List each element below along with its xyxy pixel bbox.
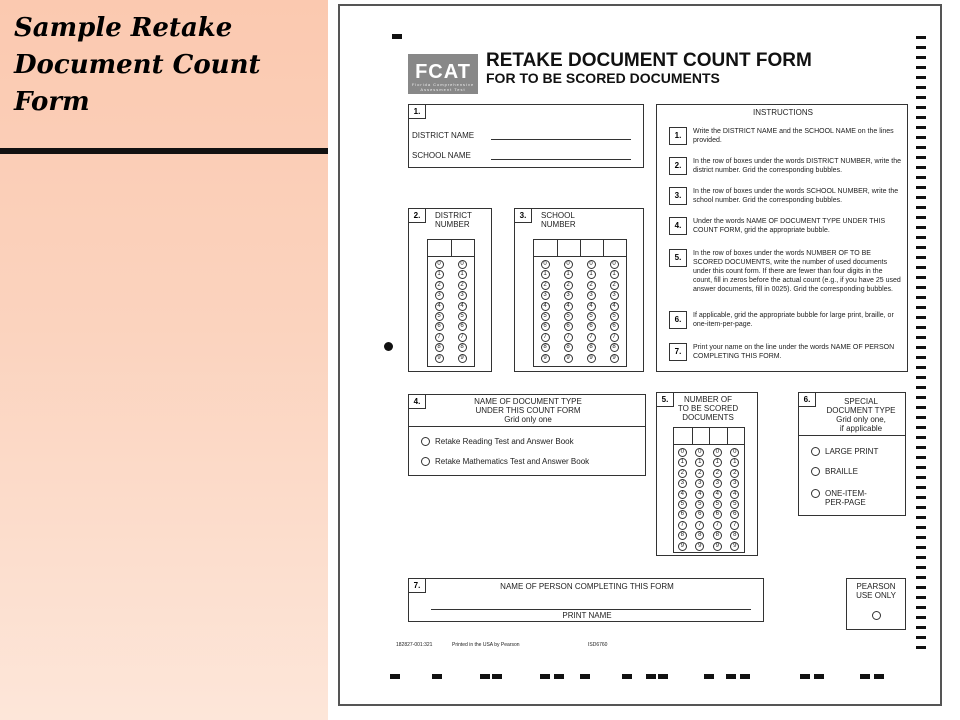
digit-bubble[interactable]: 0 — [678, 448, 687, 457]
doc-type-heading: UNDER THIS COUNT FORM — [475, 406, 581, 415]
timing-mark — [704, 674, 714, 679]
timing-mark — [916, 266, 926, 269]
timing-mark — [916, 606, 926, 609]
grid-only-one: Grid only one — [504, 415, 552, 424]
timing-mark — [916, 226, 926, 229]
section-number: 1. — [408, 104, 426, 119]
timing-mark — [916, 486, 926, 489]
timing-mark — [916, 356, 926, 359]
timing-mark — [916, 526, 926, 529]
digit-bubble[interactable]: 7 — [678, 521, 687, 530]
doc-type-heading: NAME OF DOCUMENT TYPE — [474, 397, 582, 406]
digit-bubble[interactable]: 2 — [564, 281, 573, 290]
digit-bubble[interactable]: 2 — [435, 281, 444, 290]
timing-mark — [916, 206, 926, 209]
digit-bubble[interactable]: 8 — [541, 343, 550, 352]
timing-mark — [916, 376, 926, 379]
section-4-document-type — [408, 394, 646, 476]
timing-mark — [916, 176, 926, 179]
special-heading: DOCUMENT TYPE — [826, 406, 896, 415]
timing-mark — [916, 306, 926, 309]
section-5-document-count — [656, 392, 758, 556]
section-number: 5. — [656, 392, 674, 407]
digit-bubble[interactable]: 1 — [695, 458, 704, 467]
digit-bubble[interactable]: 6 — [541, 322, 550, 331]
district-number-grid — [427, 239, 475, 367]
number-label: NUMBER — [435, 220, 470, 229]
digit-bubble[interactable]: 7 — [435, 333, 444, 342]
section-number: 4. — [408, 394, 426, 409]
timing-mark — [646, 674, 656, 679]
timing-mark — [916, 336, 926, 339]
pearson-use-only — [846, 578, 906, 630]
instruction-number: 2. — [669, 157, 687, 175]
timing-mark — [916, 646, 926, 649]
digit-bubble[interactable]: 4 — [678, 490, 687, 499]
digit-bubble[interactable]: 9 — [730, 542, 739, 551]
timing-mark — [726, 674, 736, 679]
digit-bubble[interactable]: 5 — [610, 312, 619, 321]
grid-divider — [674, 444, 744, 445]
one-item-label: ONE-ITEM- — [825, 489, 867, 498]
instruction-text: Write the DISTRICT NAME and the SCHOOL NAME on the lines provided. — [693, 128, 894, 144]
digit-bubble[interactable]: 0 — [435, 260, 444, 269]
digit-bubble[interactable]: 3 — [678, 479, 687, 488]
timing-mark — [916, 166, 926, 169]
digit-bubble[interactable]: 7 — [610, 333, 619, 342]
digit-bubble[interactable]: 8 — [730, 531, 739, 540]
section-6-special-type — [798, 392, 906, 516]
digit-bubble[interactable]: 9 — [713, 542, 722, 551]
digit-bubble[interactable]: 6 — [564, 322, 573, 331]
instructions-heading: INSTRUCTIONS — [753, 108, 813, 117]
logo-subtext: Florida Comprehensive Assessment Test — [411, 82, 475, 92]
timing-mark — [916, 106, 926, 109]
digit-bubble[interactable]: 1 — [435, 270, 444, 279]
grid-divider — [692, 428, 693, 444]
printed-by: Printed in the USA by Pearson — [452, 642, 520, 648]
count-heading: DOCUMENTS — [682, 413, 734, 422]
slide-title — [14, 10, 314, 121]
print-name-label: PRINT NAME — [562, 611, 612, 620]
document-count-grid — [673, 427, 745, 553]
digit-bubble[interactable]: 2 — [678, 469, 687, 478]
timing-mark — [916, 286, 926, 289]
timing-mark — [916, 506, 926, 509]
slide-title-line: Sample Retake — [14, 13, 233, 43]
digit-bubble[interactable]: 5 — [435, 312, 444, 321]
instruction-number: 7. — [669, 343, 687, 361]
school-number-grid — [533, 239, 627, 367]
digit-bubble[interactable]: 3 — [541, 291, 550, 300]
digit-bubble[interactable]: 9 — [435, 354, 444, 363]
instruction-text: If applicable, grid the appropriate bubble for large print, braille, or one-item-per-page. — [693, 312, 894, 328]
special-heading: SPECIAL — [844, 397, 878, 406]
slide-title-line: Form — [14, 87, 90, 117]
timing-mark — [916, 476, 926, 479]
instruction-number: 4. — [669, 217, 687, 235]
digit-bubble[interactable]: 5 — [458, 312, 467, 321]
digit-bubble[interactable]: 3 — [730, 479, 739, 488]
grid-divider — [451, 240, 452, 256]
digit-bubble[interactable]: 0 — [610, 260, 619, 269]
timing-mark — [916, 116, 926, 119]
count-heading: NUMBER OF — [684, 395, 732, 404]
district-name-label: DISTRICT NAME — [412, 131, 475, 140]
digit-bubble[interactable]: 5 — [541, 312, 550, 321]
timing-mark — [916, 186, 926, 189]
iso-code: ISD6760 — [588, 642, 608, 648]
timing-mark — [432, 674, 442, 679]
timing-mark — [916, 326, 926, 329]
digit-bubble[interactable]: 4 — [610, 302, 619, 311]
digit-bubble[interactable]: 6 — [587, 322, 596, 331]
digit-bubble[interactable]: 0 — [587, 260, 596, 269]
timing-mark — [916, 386, 926, 389]
digit-bubble[interactable]: 3 — [435, 291, 444, 300]
timing-mark — [916, 536, 926, 539]
timing-mark — [916, 156, 926, 159]
instruction-number: 6. — [669, 311, 687, 329]
digit-bubble[interactable]: 7 — [458, 333, 467, 342]
digit-bubble[interactable]: 2 — [695, 469, 704, 478]
digit-bubble[interactable]: 4 — [458, 302, 467, 311]
form-document — [338, 4, 942, 706]
form-code: 182827-001:321 — [396, 642, 433, 648]
school-name-line[interactable] — [491, 159, 631, 160]
timing-mark — [874, 674, 884, 679]
timing-mark — [814, 674, 824, 679]
pearson-label: PEARSON — [856, 582, 896, 591]
fcat-logo — [408, 54, 478, 94]
special-heading: if applicable — [839, 424, 883, 433]
digit-bubble[interactable]: 8 — [435, 343, 444, 352]
digit-bubble[interactable]: 0 — [541, 260, 550, 269]
timing-mark — [916, 406, 926, 409]
digit-bubble[interactable]: 2 — [541, 281, 550, 290]
timing-mark — [916, 396, 926, 399]
digit-bubble[interactable]: 4 — [435, 302, 444, 311]
digit-bubble[interactable]: 5 — [730, 500, 739, 509]
section-3-school-number — [514, 208, 644, 372]
timing-mark — [800, 674, 810, 679]
digit-bubble[interactable]: 1 — [587, 270, 596, 279]
braille-label: BRAILLE — [825, 467, 858, 476]
timing-mark — [916, 136, 926, 139]
district-name-line[interactable] — [491, 139, 631, 140]
section-1-names — [408, 104, 644, 168]
digit-bubble[interactable]: 3 — [713, 479, 722, 488]
braille-radio[interactable] — [811, 467, 820, 476]
timing-mark — [916, 146, 926, 149]
special-heading: Grid only one, — [836, 415, 886, 424]
digit-bubble[interactable]: 4 — [713, 490, 722, 499]
instruction-text: Print your name on the line under the words NAME OF PERSON COMPLETING THIS FORM. — [693, 344, 895, 360]
grid-divider — [557, 240, 558, 256]
digit-bubble[interactable]: 1 — [713, 458, 722, 467]
one-item-per-page-radio[interactable] — [811, 489, 820, 498]
count-heading: TO BE SCORED — [677, 404, 739, 413]
timing-mark — [916, 456, 926, 459]
digit-bubble[interactable]: 7 — [587, 333, 596, 342]
digit-bubble[interactable]: 9 — [610, 354, 619, 363]
school-label: SCHOOL — [541, 211, 575, 220]
grid-divider — [534, 256, 626, 257]
timing-mark — [658, 674, 668, 679]
retake-math-radio[interactable] — [421, 457, 430, 466]
use-only-label: USE ONLY — [856, 591, 896, 600]
timing-mark — [554, 674, 564, 679]
grid-divider — [580, 240, 581, 256]
large-print-label: LARGE PRINT — [825, 447, 879, 456]
digit-bubble[interactable]: 4 — [541, 302, 550, 311]
digit-bubble[interactable]: 9 — [678, 542, 687, 551]
digit-bubble[interactable]: 8 — [564, 343, 573, 352]
digit-bubble[interactable]: 1 — [564, 270, 573, 279]
timing-mark — [916, 46, 926, 49]
digit-bubble[interactable]: 1 — [610, 270, 619, 279]
digit-bubble[interactable]: 3 — [587, 291, 596, 300]
timing-mark — [916, 586, 926, 589]
timing-mark — [916, 426, 926, 429]
timing-mark — [916, 366, 926, 369]
digit-bubble[interactable]: 6 — [713, 510, 722, 519]
section-number: 6. — [798, 392, 816, 407]
section-number: 2. — [408, 208, 426, 223]
digit-bubble[interactable]: 7 — [730, 521, 739, 530]
timing-mark — [622, 674, 632, 679]
timing-mark — [916, 416, 926, 419]
per-page-label: PER-PAGE — [825, 498, 866, 507]
title-underline — [0, 148, 328, 154]
timing-mark — [916, 236, 926, 239]
district-label: DISTRICT — [435, 211, 472, 220]
timing-mark — [916, 316, 926, 319]
timing-mark — [916, 546, 926, 549]
digit-bubble[interactable]: 4 — [695, 490, 704, 499]
digit-bubble[interactable]: 9 — [587, 354, 596, 363]
section-2-district-number — [408, 208, 492, 372]
number-label: NUMBER — [541, 220, 576, 229]
digit-bubble[interactable]: 3 — [458, 291, 467, 300]
timing-mark — [860, 674, 870, 679]
instruction-number: 3. — [669, 187, 687, 205]
digit-bubble[interactable]: 5 — [713, 500, 722, 509]
timing-mark — [916, 126, 926, 129]
large-print-radio[interactable] — [811, 447, 820, 456]
instruction-text: Under the words NAME OF DOCUMENT TYPE UNDER THIS COUNT FORM, grid the appropriate bubble. — [693, 218, 886, 234]
registration-mark — [384, 342, 393, 351]
retake-reading-radio[interactable] — [421, 437, 430, 446]
digit-bubble[interactable]: 8 — [610, 343, 619, 352]
digit-bubble[interactable]: 8 — [695, 531, 704, 540]
timing-mark — [916, 616, 926, 619]
slide-sidebar — [0, 0, 328, 720]
timing-mark — [916, 56, 926, 59]
digit-bubble[interactable]: 3 — [564, 291, 573, 300]
person-heading: NAME OF PERSON COMPLETING THIS FORM — [500, 582, 674, 591]
timing-mark — [916, 466, 926, 469]
digit-bubble[interactable]: 7 — [564, 333, 573, 342]
digit-bubble[interactable]: 0 — [458, 260, 467, 269]
timing-mark — [916, 576, 926, 579]
timing-mark — [540, 674, 550, 679]
digit-bubble[interactable]: 4 — [587, 302, 596, 311]
timing-mark — [916, 86, 926, 89]
digit-bubble[interactable]: 1 — [458, 270, 467, 279]
digit-bubble[interactable]: 4 — [730, 490, 739, 499]
timing-mark — [916, 76, 926, 79]
timing-mark — [916, 256, 926, 259]
digit-bubble[interactable]: 8 — [587, 343, 596, 352]
timing-mark — [916, 246, 926, 249]
timing-mark — [480, 674, 490, 679]
section-number: 3. — [514, 208, 532, 223]
print-name-line[interactable] — [431, 609, 751, 610]
instruction-text: In the row of boxes under the words NUMBER OF TO BE SCORED DOCUMENTS, write the number of used documents under this count form. If there are fewer than four digits in the count, fill in zeros before the actual count (e.g., if you have 25 used answer documents, fill in 0025). Grid the corresponding bubbles. — [693, 250, 901, 293]
section-7-person-name — [408, 578, 764, 622]
timing-mark — [740, 674, 750, 679]
divider — [799, 435, 905, 436]
digit-bubble[interactable]: 2 — [458, 281, 467, 290]
digit-bubble[interactable]: 5 — [678, 500, 687, 509]
instruction-text: In the row of boxes under the words DISTRICT NUMBER, write the district number. Grid the corresponding bubbles. — [693, 158, 902, 174]
digit-bubble[interactable]: 2 — [610, 281, 619, 290]
digit-bubble[interactable]: 6 — [610, 322, 619, 331]
digit-bubble[interactable]: 8 — [713, 531, 722, 540]
timing-mark — [916, 496, 926, 499]
timing-mark — [916, 216, 926, 219]
digit-bubble[interactable]: 0 — [730, 448, 739, 457]
grid-divider — [428, 256, 474, 257]
form-subtitle: FOR TO BE SCORED DOCUMENTS — [486, 70, 720, 86]
timing-mark — [916, 96, 926, 99]
digit-bubble[interactable]: 1 — [730, 458, 739, 467]
timing-mark — [390, 674, 400, 679]
digit-bubble[interactable]: 6 — [730, 510, 739, 519]
digit-bubble[interactable]: 8 — [458, 343, 467, 352]
digit-bubble[interactable]: 6 — [678, 510, 687, 519]
digit-bubble[interactable]: 9 — [564, 354, 573, 363]
retake-math-label: Retake Mathematics Test and Answer Book — [435, 457, 590, 466]
timing-mark — [916, 36, 926, 39]
timing-mark — [916, 566, 926, 569]
grid-divider — [709, 428, 710, 444]
pearson-bubble — [872, 611, 881, 620]
timing-mark — [916, 436, 926, 439]
timing-mark — [916, 196, 926, 199]
digit-bubble[interactable]: 5 — [587, 312, 596, 321]
digit-bubble[interactable]: 5 — [564, 312, 573, 321]
timing-mark — [916, 296, 926, 299]
timing-mark — [916, 446, 926, 449]
digit-bubble[interactable]: 7 — [695, 521, 704, 530]
digit-bubble[interactable]: 2 — [587, 281, 596, 290]
instructions-panel — [656, 104, 908, 372]
digit-bubble[interactable]: 0 — [695, 448, 704, 457]
digit-bubble[interactable]: 8 — [678, 531, 687, 540]
digit-bubble[interactable]: 6 — [458, 322, 467, 331]
digit-bubble[interactable]: 2 — [713, 469, 722, 478]
timing-mark — [916, 346, 926, 349]
digit-bubble[interactable]: 9 — [695, 542, 704, 551]
timing-mark — [580, 674, 590, 679]
instruction-number: 5. — [669, 249, 687, 267]
divider — [409, 426, 645, 427]
timing-mark — [916, 516, 926, 519]
slide-title-line: Document Count — [14, 50, 261, 80]
timing-mark — [392, 34, 402, 39]
school-name-label: SCHOOL NAME — [412, 151, 471, 160]
digit-bubble[interactable]: 6 — [695, 510, 704, 519]
timing-mark — [916, 626, 926, 629]
grid-divider — [727, 428, 728, 444]
timing-mark — [916, 276, 926, 279]
timing-mark — [916, 66, 926, 69]
digit-bubble[interactable]: 0 — [564, 260, 573, 269]
timing-mark — [916, 636, 926, 639]
digit-bubble[interactable]: 9 — [541, 354, 550, 363]
retake-reading-label: Retake Reading Test and Answer Book — [435, 437, 574, 446]
digit-bubble[interactable]: 7 — [713, 521, 722, 530]
digit-bubble[interactable]: 0 — [713, 448, 722, 457]
section-number: 7. — [408, 578, 426, 593]
digit-bubble[interactable]: 1 — [541, 270, 550, 279]
digit-bubble[interactable]: 1 — [678, 458, 687, 467]
digit-bubble[interactable]: 5 — [695, 500, 704, 509]
digit-bubble[interactable]: 3 — [610, 291, 619, 300]
digit-bubble[interactable]: 7 — [541, 333, 550, 342]
digit-bubble[interactable]: 3 — [695, 479, 704, 488]
logo-text: FCAT — [415, 61, 471, 83]
instruction-text: In the row of boxes under the words SCHOOL NUMBER, write the school number. Grid the corresponding bubbles. — [693, 188, 899, 204]
digit-bubble[interactable]: 2 — [730, 469, 739, 478]
timing-mark — [492, 674, 502, 679]
grid-divider — [603, 240, 604, 256]
digit-bubble[interactable]: 4 — [564, 302, 573, 311]
digit-bubble[interactable]: 9 — [458, 354, 467, 363]
digit-bubble[interactable]: 6 — [435, 322, 444, 331]
timing-mark — [916, 556, 926, 559]
form-title: RETAKE DOCUMENT COUNT FORM — [486, 50, 812, 71]
instruction-number: 1. — [669, 127, 687, 145]
timing-mark — [916, 596, 926, 599]
